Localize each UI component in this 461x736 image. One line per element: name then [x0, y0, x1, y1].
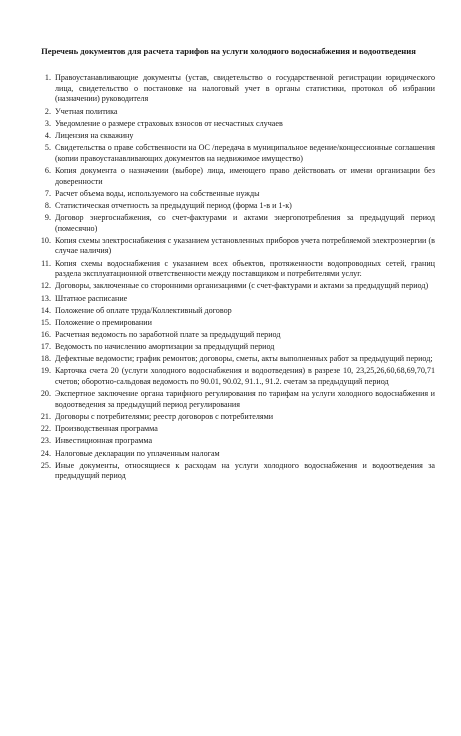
list-item-number: 25.	[40, 460, 51, 470]
list-item-number: 8.	[44, 200, 51, 210]
list-item-number: 1.	[44, 73, 51, 82]
list-item	[22, 389, 435, 410]
list-item-number: 2.	[44, 106, 51, 116]
list-item-text: Штатное расписание	[55, 293, 128, 303]
list-item-text: Статистическая отчетность за предыдущий период (форма 1-в и 1-к)	[55, 200, 292, 210]
list-item-text: Расчетная ведомость по заработной плате за предыдущий период	[55, 330, 281, 340]
list-item-text: Копия схемы водоснабжения с указанием всех объектов, протяженности водопроводных сетей, границ раздела эксплуатационной ответственности между поставщиком и потребителями услуг.	[55, 258, 435, 279]
list-item-number: 9.	[44, 212, 51, 222]
list-item-text: Инвестиционная программа	[55, 436, 153, 446]
list-item	[22, 461, 435, 482]
list-item	[22, 366, 435, 387]
list-item	[22, 201, 435, 212]
list-item-text: Копия документа о назначении (выборе) лица, имеющего право действовать от имени организации без доверенности	[55, 165, 435, 186]
list-item-text: Положение о премировании	[55, 317, 152, 327]
list-item	[22, 294, 435, 305]
list-item-number: 4.	[44, 130, 51, 140]
list-item	[22, 236, 435, 257]
list-item-text: Расчет объема воды, используемого на собственные нужды	[55, 188, 260, 198]
list-item-number: 20.	[40, 389, 51, 399]
list-item	[22, 436, 435, 447]
list-item	[22, 189, 435, 200]
list-item-number: 7.	[44, 188, 51, 198]
list-item	[22, 330, 435, 341]
list-item-number: 3.	[44, 118, 51, 128]
list-item-number: 6.	[44, 165, 51, 175]
list-item-text: Правоустанавливающие документы (устав, свидетельство о государственной регистрации юридического лица, свидетельство о постановке на налоговый учет в органы статистики, протокол об избрании (назначении) руководителя	[55, 73, 435, 104]
list-item-text: Экспертное заключение органа тарифного регулирования по тарифам на услуги холодного водоснабжения и водоотведения за предыдущий период регулирования	[55, 389, 435, 409]
list-item-text: Учетная политика	[55, 106, 118, 116]
list-item-text: Налоговые декларации по уплаченным налогам	[55, 448, 220, 458]
list-item-text: Карточка счета 20 (услуги холодного водоснабжения и водоотведения) в разрезе 10, 23,25,26,60,68,69,70,71 счетов; оборотно-сальдовая ведомость по 90.01, 90.02, 91.1., 91.2. счетам за предыдущий период	[55, 366, 435, 387]
list-item	[22, 143, 435, 164]
list-item-number: 14.	[40, 305, 51, 315]
list-item	[22, 259, 435, 280]
list-item-number: 5.	[44, 142, 51, 152]
list-item-number: 22.	[40, 424, 51, 434]
list-item-text: Положение об оплате труда/Коллективный договор	[55, 305, 232, 315]
list-item	[22, 73, 435, 105]
list-item-text: Лицензия на скважину	[55, 130, 134, 140]
list-item	[22, 107, 435, 118]
list-item	[22, 342, 435, 353]
list-item-text: Ведомость по начислению амортизации за предыдущий период	[55, 342, 275, 352]
list-item-number: 15.	[40, 317, 51, 327]
list-item	[22, 354, 435, 365]
list-item-number: 23.	[40, 436, 51, 446]
list-item-number: 12.	[40, 281, 51, 291]
list-item-number: 24.	[40, 448, 51, 458]
list-item-number: 16.	[40, 330, 51, 340]
list-item	[22, 306, 435, 317]
list-item	[22, 119, 435, 130]
list-item-number: 17.	[40, 342, 51, 352]
list-item-text: Иные документы, относящиеся к расходам на услуги холодного водоснабжения и водоотведения за предыдущий период	[55, 460, 435, 481]
list-item-text: Уведомление о размере страховых взносов от несчастных случаев	[55, 118, 283, 128]
list-item	[22, 449, 435, 460]
list-item	[22, 213, 435, 234]
document-title: Перечень документов для расчета тарифов на услуги холодного водоснабжения и водоотведения	[41, 46, 416, 56]
list-item-number: 19.	[40, 366, 51, 376]
list-item	[22, 166, 435, 187]
list-item-text: Дефектные ведомости; график ремонтов; договоры, сметы, акты выполненных работ за предыдущий период;	[55, 354, 433, 364]
list-item-number: 13.	[40, 293, 51, 303]
list-item	[22, 281, 435, 292]
list-item-number: 18.	[40, 354, 51, 364]
list-item-number: 21.	[40, 412, 51, 422]
list-item-text: Договоры, заключенные со сторонними организациями (с счет-фактурами и актами за предыдущий период)	[55, 281, 429, 291]
list-item	[22, 412, 435, 423]
list-item-number: 11.	[41, 258, 51, 268]
list-item	[22, 318, 435, 329]
list-item-text: Договоры с потребителями; реестр договоров с потребителями	[55, 412, 274, 422]
list-item-text: Производственная программа	[55, 424, 158, 434]
list-item-text: Свидетельства о праве собственности на ОС /передача в муниципальное ведение/концессионные соглашения (копии правоустанавливающих документов на недвижимое имущество)	[55, 142, 435, 163]
list-item	[22, 424, 435, 435]
list-item-number: 10.	[40, 235, 51, 245]
list-item-text: Копия схемы электроснабжения с указанием установленных приборов учета потребляемой электроэнергии (в случае наличия)	[55, 235, 435, 256]
document-list	[22, 73, 435, 482]
list-item-text: Договор энергоснабжения, со счет-фактурами и актами энергопотребления за предыдущий период (помесячно)	[55, 212, 435, 233]
list-item	[22, 131, 435, 142]
